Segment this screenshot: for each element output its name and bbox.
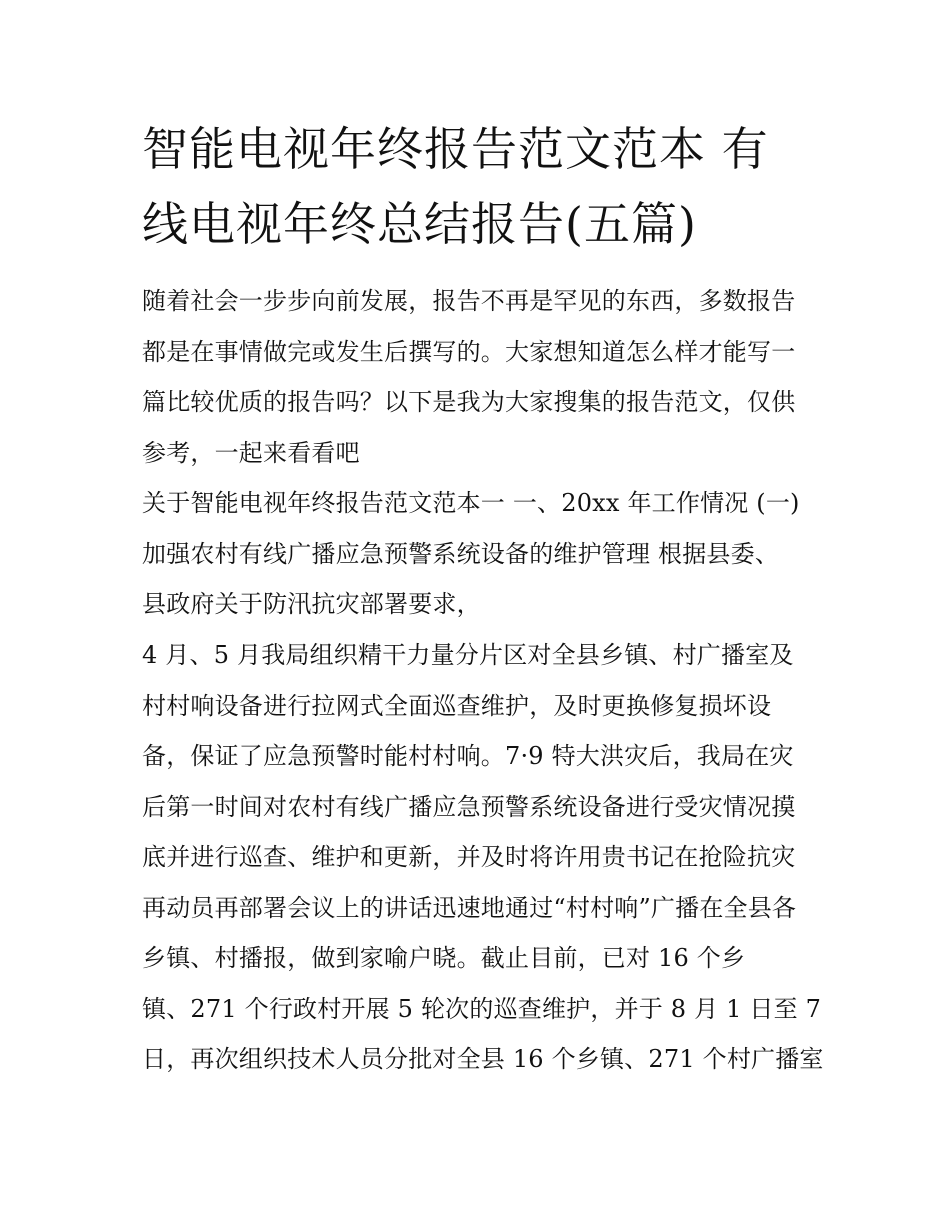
text-line: 乡镇、村播报，做到家喻户晓。截止目前，已对 16 个乡 (142, 944, 746, 972)
intro-paragraph (142, 276, 822, 478)
text-line: 再动员再部署会议上的讲话迅速地通过“村村响”广播在全县各 (142, 893, 797, 922)
text-line: 日，再次组织技术人员分批对全县 16 个乡镇、271 个村广播室 (142, 1045, 824, 1073)
section-paragraph-1 (142, 478, 822, 630)
text-line: 都是在事情做完或发生后撰写的。大家想知道怎么样才能写一 (142, 337, 796, 366)
text-line: 加强农村有线广播应急预警系统设备的维护管理 根据县委、 (142, 539, 780, 568)
text-line: 随着社会一步步向前发展，报告不再是罕见的东西，多数报告 (142, 287, 796, 315)
title-line: 智能电视年终报告范文范本 有 (142, 122, 769, 176)
text-line: 镇、271 个行政村开展 5 轮次的巡查维护，并于 8 月 1 日至 7 (142, 994, 822, 1023)
text-line: 篇比较优质的报告吗？以下是我为大家搜集的报告范文，仅供 (142, 388, 796, 416)
text-line: 村村响设备进行拉网式全面巡查维护，及时更换修复损坏设 (142, 691, 772, 720)
title-line: 线电视年终总结报告(五篇) (142, 197, 697, 251)
section-paragraph-2 (142, 630, 822, 1085)
text-line: 关于智能电视年终报告范文范本一 一、20xx 年工作情况 (一) (142, 489, 800, 517)
text-line: 底并进行巡查、维护和更新，并及时将许用贵书记在抢险抗灾 (142, 843, 796, 871)
document-title (142, 112, 822, 262)
text-line: 参考，一起来看看吧 (142, 438, 360, 467)
text-line: 4 月、5 月我局组织精干力量分片区对全县乡镇、村广播室及 (142, 641, 794, 669)
text-line: 县政府关于防汛抗灾部署要求， (142, 590, 481, 618)
text-line: 后第一时间对农村有线广播应急预警系统设备进行受灾情况摸 (142, 792, 796, 821)
text-line: 备，保证了应急预警时能村村响。7·9 特大洪灾后，我局在灾 (142, 742, 794, 770)
